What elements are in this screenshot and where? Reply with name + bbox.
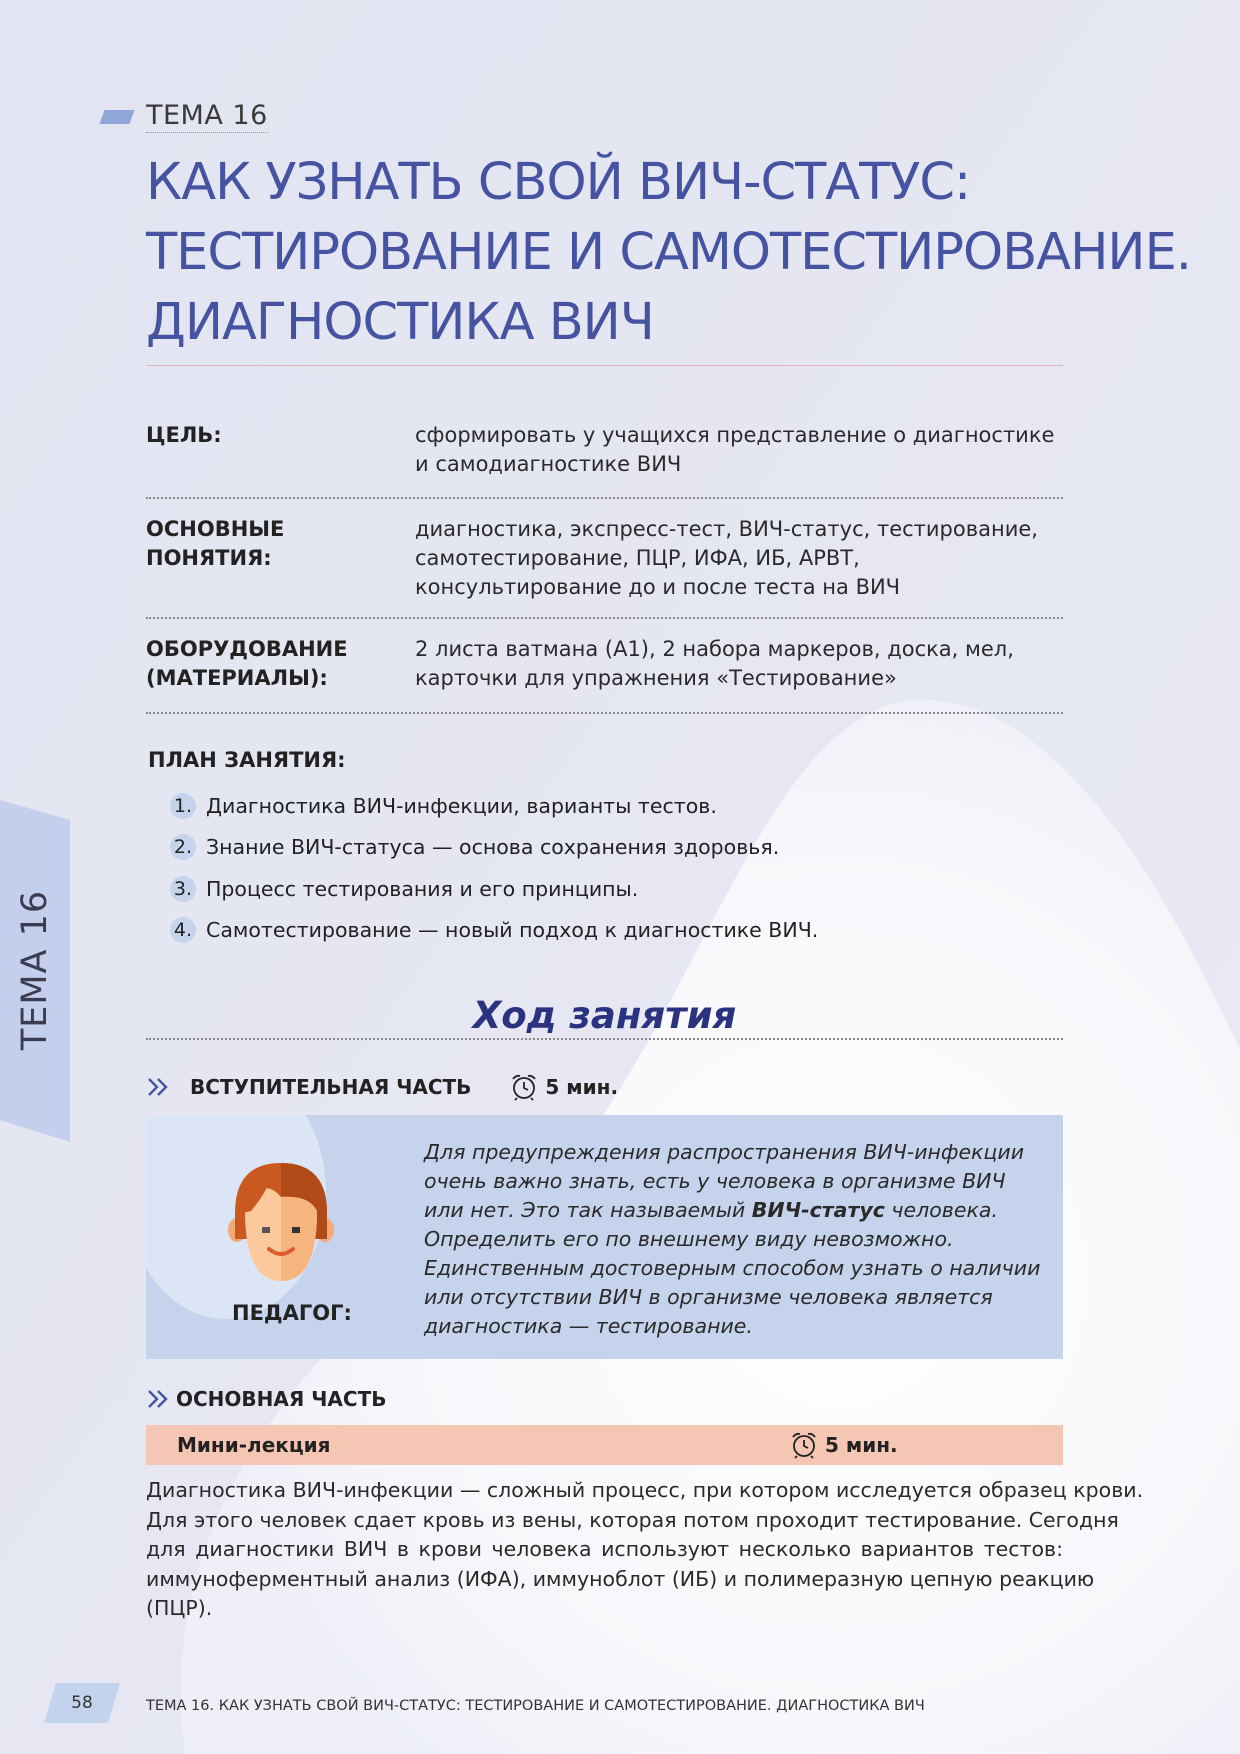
plan-item-text: Диагностика ВИЧ-инфекции, варианты тестов. [206, 793, 717, 818]
topic-flag-icon [99, 110, 134, 124]
plan-item [170, 868, 818, 910]
teacher-quote-line: Единственным достоверным способом узнать о наличии [424, 1256, 1041, 1280]
info-label [146, 515, 386, 573]
topic-label-text: ТЕМА 16 [146, 100, 268, 131]
mini-lecture-bar [146, 1425, 1063, 1465]
intro-duration-text: 5 мин. [545, 1075, 619, 1099]
teacher-quote-line: очень важно знать, есть у человека в организме ВИЧ [424, 1169, 1006, 1193]
info-label-line: ОБОРУДОВАНИЕ [146, 637, 348, 661]
plan-item-number: 4. [170, 917, 196, 943]
lecture-paragraph [146, 1476, 1144, 1624]
info-value [415, 515, 1055, 602]
page-title-line: ТЕСТИРОВАНИЕ И САМОТЕСТИРОВАНИЕ. [146, 223, 1192, 282]
course-title: Ход занятия [472, 994, 737, 1037]
info-value-line: самотестирование, ПЦР, ИФА, ИБ, АРВТ, [415, 546, 860, 570]
teacher-quote-fragment: или нет. Это так называемый [424, 1198, 752, 1222]
mini-lecture-duration [789, 1430, 898, 1460]
main-section-header [146, 1387, 386, 1411]
page-title [146, 148, 1192, 358]
plan-list [170, 785, 818, 951]
info-value-line: и самодиагностике ВИЧ [415, 452, 682, 476]
plan-item [170, 785, 818, 827]
side-tab [0, 800, 70, 1142]
info-label [146, 421, 386, 450]
alarm-clock-icon [789, 1430, 819, 1460]
intro-section-label: ВСТУПИТЕЛЬНАЯ ЧАСТЬ [190, 1075, 472, 1099]
info-value-line: 2 листа ватмана (А1), 2 набора маркеров, доска, мел, [415, 637, 1014, 661]
plan-item-number: 3. [170, 876, 196, 902]
plan-item [170, 910, 818, 952]
plan-item-text: Самотестирование — новый подход к диагностике ВИЧ. [206, 918, 819, 943]
info-divider [146, 712, 1063, 714]
teacher-quote-line: Определить его по внешнему виду невозможно. [424, 1227, 954, 1251]
side-tab-text: ТЕМА 16 [15, 889, 55, 1051]
footer-text: ТЕМА 16. КАК УЗНАТЬ СВОЙ ВИЧ-СТАТУС: ТЕСТИРОВАНИЕ И САМОТЕСТИРОВАНИЕ. ДИАГНОСТИКА ВИЧ [146, 1698, 925, 1714]
lecture-line: Для этого человек сдает кровь из вены, которая потом проходит тестирование. Сегодня [146, 1507, 1119, 1532]
double-chevron-icon [146, 1388, 172, 1410]
plan-item-number: 1. [170, 793, 196, 819]
mini-lecture-title: Мини-лекция [177, 1433, 331, 1457]
info-label-line: ПОНЯТИЯ: [146, 546, 272, 570]
alarm-clock-icon [509, 1072, 539, 1102]
teacher-quote-line: или отсутствии ВИЧ в организме человека является [424, 1285, 993, 1309]
teacher-quote-box [146, 1115, 1063, 1359]
info-value-line: карточки для упражнения «Тестирование» [415, 666, 897, 690]
course-title-divider [146, 1038, 1063, 1040]
info-value-line: диагностика, экспресс-тест, ВИЧ-статус, тестирование, [415, 517, 1038, 541]
page-title-line: ДИАГНОСТИКА ВИЧ [146, 293, 654, 352]
page-number [44, 1683, 120, 1723]
info-label-line: (МАТЕРИАЛЫ): [146, 666, 328, 690]
info-value-line: сформировать у учащихся представление о диагностике [415, 423, 1055, 447]
teacher-quote [424, 1138, 1044, 1341]
plan-item-number: 2. [170, 834, 196, 860]
info-value [415, 421, 1055, 479]
plan-item [170, 827, 818, 869]
info-value [415, 635, 1055, 693]
intro-duration [509, 1072, 618, 1102]
teacher-label: ПЕДАГОГ: [232, 1301, 352, 1325]
lecture-line: Диагностика ВИЧ-инфекции — сложный процесс, при котором исследуется образец крови. [146, 1478, 1144, 1502]
hiv-status-term: ВИЧ-статус [751, 1198, 885, 1222]
lecture-line: для диагностики ВИЧ в крови человека используют несколько вариантов тестов: [146, 1537, 1063, 1561]
main-section-label: ОСНОВНАЯ ЧАСТЬ [176, 1387, 387, 1411]
mini-lecture-duration-text: 5 мин. [825, 1433, 898, 1457]
info-label-line: ОСНОВНЫЕ [146, 517, 285, 541]
teacher-avatar-icon [221, 1153, 341, 1289]
teacher-quote-line: Для предупреждения распространения ВИЧ-инфекции [424, 1140, 1025, 1164]
teacher-quote-fragment: человека. [884, 1198, 998, 1222]
plan-item-text: Процесс тестирования и его принципы. [206, 876, 639, 901]
info-label-line: ЦЕЛЬ: [146, 423, 222, 447]
lecture-line: (ПЦР). [146, 1596, 213, 1620]
lecture-line: иммуноферментный анализ (ИФА), иммуноблот (ИБ) и полимеразную цепную реакцию [146, 1566, 1095, 1591]
intro-section-header [146, 1072, 618, 1102]
teacher-quote-line: диагностика — тестирование. [424, 1314, 753, 1338]
info-label [146, 635, 386, 693]
info-divider [146, 617, 1063, 619]
page-title-line: КАК УЗНАТЬ СВОЙ ВИЧ-СТАТУС: [146, 153, 971, 212]
plan-item-text: Знание ВИЧ-статуса — основа сохранения здоровья. [206, 835, 780, 860]
teacher-quote-line [424, 1196, 1044, 1225]
info-divider [146, 497, 1063, 499]
double-chevron-icon [146, 1076, 172, 1098]
plan-title: ПЛАН ЗАНЯТИЯ: [148, 748, 346, 772]
info-value-line: консультирование до и после теста на ВИЧ [415, 575, 901, 599]
title-divider [146, 365, 1063, 366]
topic-label [102, 100, 268, 133]
page-number-text: 58 [71, 1693, 93, 1713]
